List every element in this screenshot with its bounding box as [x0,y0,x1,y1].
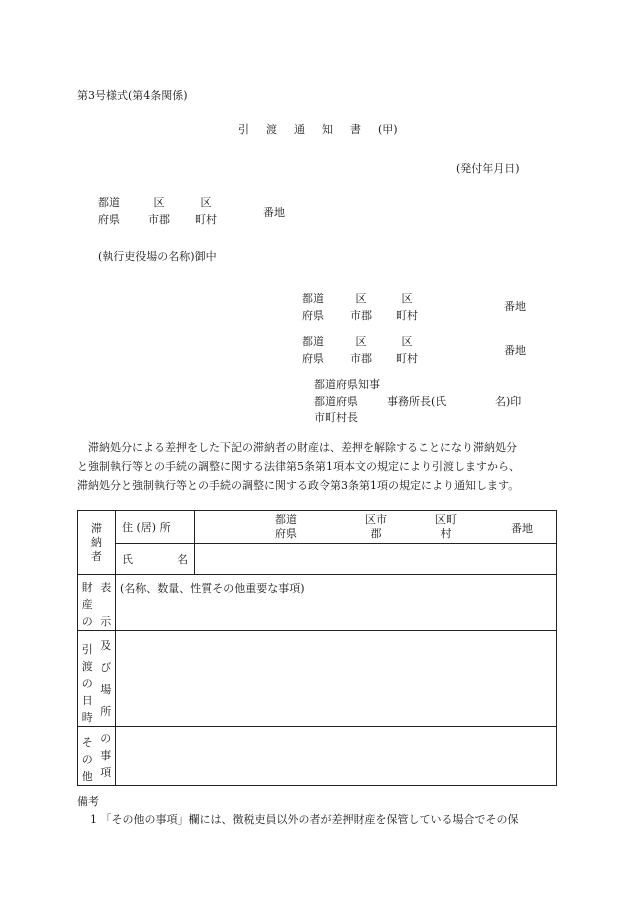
address-banchi: 番地 [504,344,526,357]
title-char: 引 [238,123,249,136]
address-label-cell [116,511,195,544]
name-label-cell [116,544,195,575]
address-value-cell[interactable] [195,511,557,544]
title-line2-b: 事務所長(氏 [387,395,447,408]
handover-label: 引 渡 の 日 時 及 び 場 所 [81,639,112,724]
title-line2-a: 都道府県 [314,395,358,408]
body-line: 滞納処分による差押をした下記の滞納者の財産は、差押を解除することになり滞納処分 [88,441,517,454]
title-char: (甲) [378,123,398,136]
name-label: 氏 名 [122,553,188,566]
address-todo: 都道 府県 [302,335,324,365]
address-ku-shi: 区市 郡 [365,513,387,540]
property-value-cell[interactable] [116,575,557,631]
handover-value-cell[interactable] [116,631,557,727]
address-label: 住 (居) 所 [122,521,171,534]
title-line1: 都道府県知事 [314,378,380,391]
address-todo: 都道 府県 [302,292,324,322]
address-todo: 都道 府県 [98,196,120,226]
other-value-cell[interactable] [116,727,557,786]
handover-label-cell [78,631,116,727]
address-ku-cho: 区町 村 [435,513,457,540]
title-char: 渡 [266,123,277,136]
body-line: と強制執行等との手続の調整に関する法律第5条第1項本文の規定により引渡しますから、 [77,460,520,473]
property-label-cell [78,575,116,631]
property-desc: (名称、数量、性質その他重要な事項) [120,582,305,595]
title-char: 書 [350,123,361,136]
details-table [77,510,557,786]
address-banchi: 番地 [504,300,526,313]
title-char: 知 [322,123,333,136]
other-label: そ の 他 の 事 項 [81,732,112,783]
address-ku-shigun: 区 市郡 [148,196,170,226]
issue-date: (発付年月日) [456,162,520,175]
address-ku-shigun: 区 市郡 [350,335,372,365]
title-line3: 市町村長 [314,411,358,424]
address-ku-chouson: 区 町村 [396,335,418,365]
address-banchi: 番地 [511,522,533,535]
address-todo: 都道 府県 [275,513,297,540]
body-line: 滞納処分と強制執行等との手続の調整に関する政令第3条第1項の規定により通知します。 [77,479,520,492]
title-char: 通 [294,123,305,136]
other-label-cell [78,727,116,786]
document-title [238,121,398,137]
address-ku-shigun: 区 市郡 [350,292,372,322]
name-value-cell[interactable] [195,544,557,575]
note-item: 1 「その他の事項」欄には、徴税吏員以外の者が差押財産を保管している場合でその保 [90,813,519,826]
property-label: 財 産 の 表 示 [81,581,112,628]
address-ku-chouson: 区 町村 [195,196,217,226]
notes-label: 備考 [77,795,99,808]
delinquent-label-cell [78,511,116,575]
form-number: 第3号様式(第4条関係) [77,89,188,102]
recipient-name: (執行吏役場の名称)御中 [98,250,217,263]
body-paragraph [77,438,557,495]
address-banchi: 番地 [263,206,285,219]
address-ku-chouson: 区 町村 [396,292,418,322]
delinquent-label: 滞 納 者 [91,521,102,563]
title-line2-c: 名)印 [495,395,522,408]
